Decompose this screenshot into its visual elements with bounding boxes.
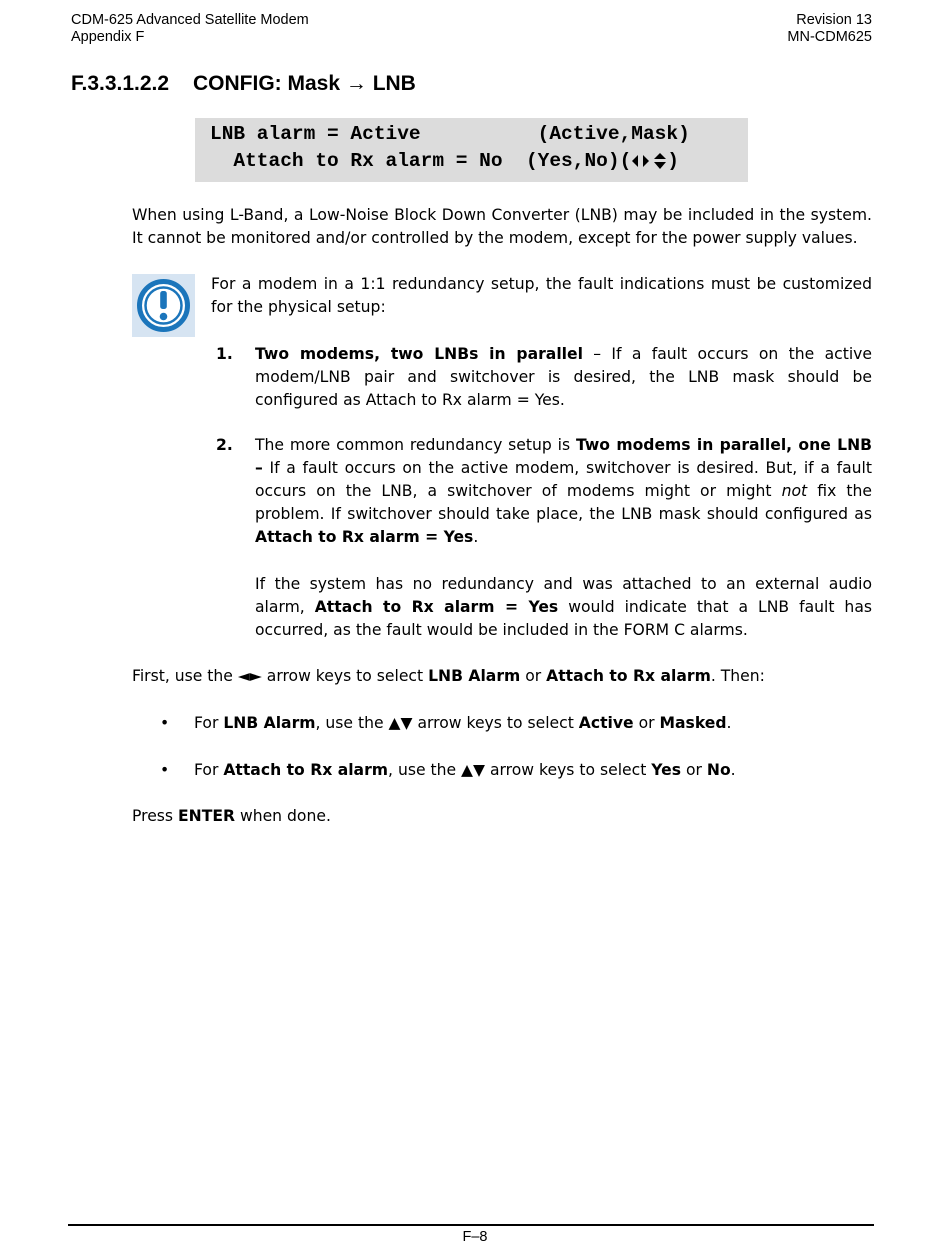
up-down-arrow-icon xyxy=(654,153,666,169)
bullet-text-c: , use the ▲▼ arrow keys to select xyxy=(388,761,652,779)
document-title: CDM-625 Advanced Satellite Modem xyxy=(71,12,309,28)
appendix-label: Appendix F xyxy=(71,29,145,45)
sub-paragraph xyxy=(255,573,872,642)
section-number: F.3.3.1.2.2 xyxy=(71,72,170,95)
page-number: F–8 xyxy=(462,1229,488,1245)
bullet-text xyxy=(194,712,872,735)
sub-text-b: would indicate that a LNB fault has occurred, as the fault would be included in the FORM C alarms. xyxy=(255,598,872,639)
list-item-number: 2. xyxy=(216,436,233,454)
enter-key-label: ENTER xyxy=(178,807,235,825)
bullet-bold-1: LNB Alarm xyxy=(223,714,316,732)
doc-number: MN-CDM625 xyxy=(787,29,872,45)
right-arrow-icon xyxy=(643,155,649,167)
instr-text-d: . Then: xyxy=(710,667,765,685)
list-item-text xyxy=(255,343,872,412)
press-text-a: Press xyxy=(132,807,178,825)
instr-text-c: or xyxy=(520,667,547,685)
list-item-number: 1. xyxy=(216,345,233,363)
bullet-glyph: • xyxy=(160,761,170,779)
note-paragraph: For a modem in a 1:1 redundancy setup, the fault indications must be customized for the physical setup: xyxy=(211,275,872,316)
page-header-right xyxy=(787,12,872,46)
bullet-text xyxy=(194,759,872,782)
bullet-glyph: • xyxy=(160,714,170,732)
instr-bold-1: LNB Alarm xyxy=(428,667,521,685)
lcd-line-2-text: Attach to Rx alarm = No (Yes,No)( xyxy=(210,150,632,172)
instr-bold-2: Attach to Rx alarm xyxy=(546,667,711,685)
bullet-text-e: . xyxy=(726,714,732,732)
list-item-text xyxy=(255,434,872,549)
important-icon xyxy=(132,274,195,337)
bullet-bold-2: Yes xyxy=(651,761,682,779)
intro-paragraph: When using L-Band, a Low-Noise Block Down Converter (LNB) may be included in the system. It cannot be monitored and/or controlled by the modem, except for the power supply values. xyxy=(132,206,872,247)
bullet-item xyxy=(160,759,872,782)
item-bold-a: Two modems in parallel, one LNB – xyxy=(255,436,873,477)
bullet-bold-1: Attach to Rx alarm xyxy=(223,761,389,779)
list-item xyxy=(216,343,872,412)
bullet-text-e: . xyxy=(730,761,736,779)
item-bold-b: Attach to Rx alarm = Yes xyxy=(255,528,474,546)
item-text-d: . xyxy=(473,528,479,546)
revision-label: Revision 13 xyxy=(796,12,872,28)
footer-rule xyxy=(68,1224,874,1226)
bullet-text-d: or xyxy=(633,714,660,732)
lcd-line-1: LNB alarm = Active (Active,Mask) xyxy=(210,123,690,145)
item-body: – If a fault occurs on the active modem/LNB pair and switchover is desired, the LNB mask should be configured as Attach to Rx alarm = Yes. xyxy=(255,345,872,409)
bullet-text-a: For xyxy=(194,714,224,732)
lcd-line-2 xyxy=(210,150,679,172)
instr-text-a: First, use the ◄► arrow keys to select xyxy=(132,667,429,685)
sub-text-a: If the system has no redundancy and was attached to an external audio alarm, xyxy=(255,575,872,616)
sub-bold: Attach to Rx alarm = Yes xyxy=(314,598,559,616)
item-text-c: fix the problem. If switchover should take place, the LNB mask should configured as xyxy=(255,482,872,523)
item-text-a: The more common redundancy setup is xyxy=(255,436,576,454)
page-header-left xyxy=(71,12,309,46)
bold-lead: Two modems, two LNBs in parallel xyxy=(255,345,583,363)
bullet-text-d: or xyxy=(681,761,707,779)
list-item xyxy=(216,434,872,549)
item-italic: not xyxy=(781,482,808,500)
bullet-item xyxy=(160,712,872,735)
bullet-bold-3: No xyxy=(706,761,731,779)
press-enter-paragraph xyxy=(132,805,872,828)
instruction-paragraph xyxy=(132,665,872,688)
section-heading xyxy=(71,72,416,96)
bullet-bold-3: Masked xyxy=(659,714,727,732)
left-arrow-icon xyxy=(632,155,638,167)
lcd-display xyxy=(195,118,748,182)
bullet-text-c: , use the ▲▼ arrow keys to select xyxy=(315,714,579,732)
lcd-key-icons xyxy=(632,153,666,169)
bullet-text-a: For xyxy=(194,761,224,779)
lcd-line-2-close: ) xyxy=(667,150,679,172)
item-text-b: If a fault occurs on the active modem, switchover is desired. But, if a fault occurs on the LNB, a switchover of modems might or might xyxy=(255,459,872,500)
section-title: CONFIG: Mask → LNB xyxy=(193,72,416,95)
bullet-bold-2: Active xyxy=(578,714,634,732)
press-text-c: when done. xyxy=(235,807,331,825)
